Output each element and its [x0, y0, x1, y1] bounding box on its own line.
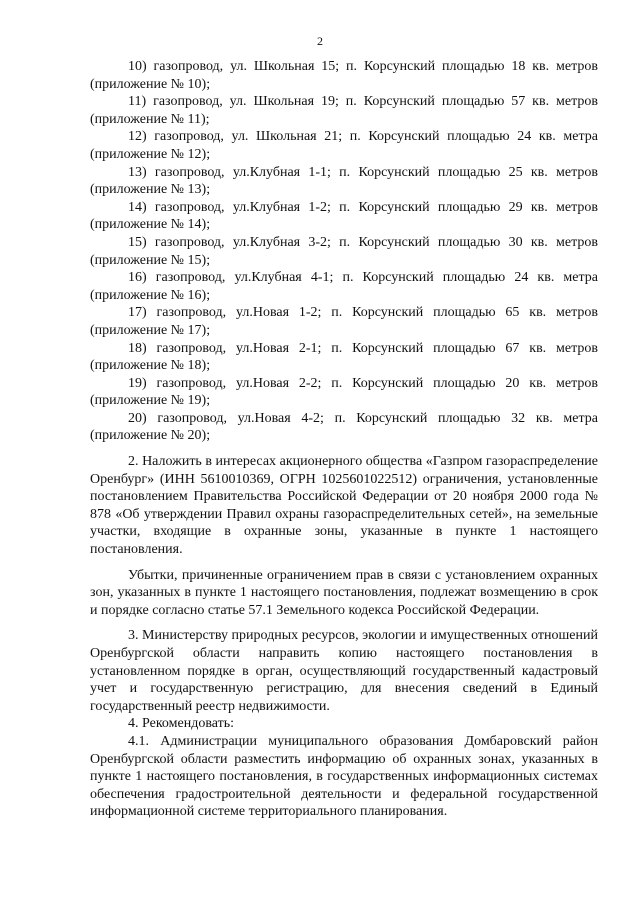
document-body: [90, 58, 598, 821]
paragraph-4-1-administration: 4.1. Администрации муниципального образования Домбаровский район Оренбургской области разместить информацию об охранных зонах, указанных в пункте 1 настоящего постановления, в государственных информационных системах обеспечения градостроительной деятельности и федеральной государственной информационной системе территориального планирования.: [90, 733, 598, 820]
paragraph-4-recommend: 4. Рекомендовать:: [128, 716, 234, 732]
list-item-19: 19) газопровод, ул.Новая 2-2; п. Корсунский площадью 20 кв. метров (приложение № 19);: [90, 375, 598, 409]
list-item-15: 15) газопровод, ул.Клубная 3-2; п. Корсунский площадью 30 кв. метров (приложение № 15);: [90, 234, 598, 268]
paragraph-2-restrictions: 2. Наложить в интересах акционерного общества «Газпром газораспределение Оренбург» (ИНН 5610010369, ОГРН 1025601022512) ограничения, установленные постановлением Правительства Российской Федерации от 20 ноября 2000 года № 878 «Об утверждении Правил охраны газораспределительных сетей», на земельные участки, входящие в охранные зоны, указанные в пункте 1 настоящего постановления.: [90, 454, 598, 558]
list-item-10: 10) газопровод, ул. Школьная 15; п. Корсунский площадью 18 кв. метров (приложение № 10);: [90, 59, 598, 92]
paragraph-losses: Убытки, причиненные ограничением прав в связи с установлением охранных зон, указанных в пункте 1 настоящего постановления, подлежат возмещению в срок и порядке согласно статье 57.1 Земельного кодекса Российской Федерации.: [90, 567, 598, 618]
list-item-14: 14) газопровод, ул.Клубная 1-2; п. Корсунский площадью 29 кв. метров (приложение № 14);: [90, 199, 598, 233]
page-number: 2: [317, 34, 323, 48]
paragraph-3-ministry: 3. Министерству природных ресурсов, экологии и имущественных отношений Оренбургской области направить копию настоящего постановления в установленном порядке в орган, осуществляющий государственный кадастровый учет и государственную регистрацию, для внесения сведений в Единый государственный реестр недвижимости.: [90, 628, 598, 714]
list-item-12: 12) газопровод, ул. Школьная 21; п. Корсунский площадью 24 кв. метра (приложение № 12);: [90, 129, 598, 162]
list-item-20: 20) газопровод, ул.Новая 4-2; п. Корсунский площадью 32 кв. метра (приложение № 20);: [90, 410, 598, 444]
list-item-13: 13) газопровод, ул.Клубная 1-1; п. Корсунский площадью 25 кв. метров (приложение № 13);: [90, 164, 598, 198]
list-item-11: 11) газопровод, ул. Школьная 19; п. Корсунский площадью 57 кв. метров (приложение № 11);: [90, 94, 598, 127]
list-item-17: 17) газопровод, ул.Новая 1-2; п. Корсунский площадью 65 кв. метров (приложение № 17);: [90, 305, 598, 338]
list-item-18: 18) газопровод, ул.Новая 2-1; п. Корсунский площадью 67 кв. метров (приложение № 18);: [90, 340, 598, 374]
list-item-16: 16) газопровод, ул.Клубная 4-1; п. Корсунский площадью 24 кв. метра (приложение № 16);: [90, 270, 598, 303]
